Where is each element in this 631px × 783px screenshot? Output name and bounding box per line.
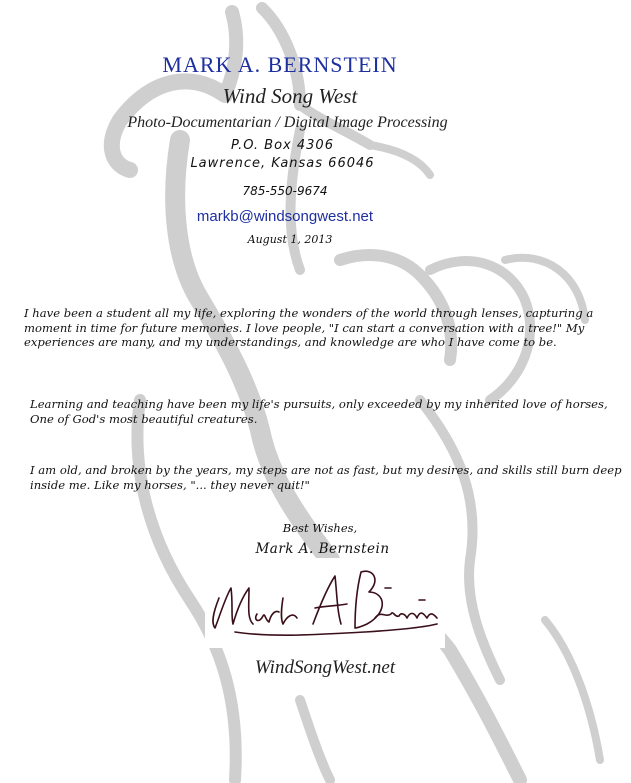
handwritten-signature: [205, 558, 445, 648]
letterhead-company: Wind Song West: [222, 84, 358, 108]
letterhead-name: MARK A. BERNSTEIN: [162, 52, 398, 77]
letterhead-role: Photo-Documentarian / Digital Image Processing: [127, 114, 448, 131]
letterhead-po-box: P.O. Box 4306: [231, 138, 334, 153]
website-link[interactable]: WindSongWest.net: [254, 657, 396, 678]
letterhead-email-link[interactable]: markb@windsongwest.net: [196, 208, 374, 225]
letterhead-phone: 785-550-9674: [242, 184, 328, 198]
letterhead-city: Lawrence, Kansas 66046: [190, 156, 375, 171]
closing-salutation: Best Wishes,: [282, 521, 358, 535]
letter-date: August 1, 2013: [247, 233, 333, 246]
body-paragraph: I have been a student all my life, exploring the wonders of the world through lenses, capturing a moment in time for future memories. I love people, "I can start a conversation with a tree!" My experiences are many, and my understandings, and knowledge are who I have come to be.: [24, 306, 594, 349]
body-paragraph: I am old, and broken by the years, my steps are not as fast, but my desires, and skills still burn deep inside me. Like my horses, "... they never quit!": [30, 463, 622, 492]
signer-name: Mark A. Bernstein: [255, 541, 390, 557]
body-paragraph: Learning and teaching have been my life's pursuits, only exceeded by my inherited love of horses, One of God's most beautiful creatures.: [30, 397, 608, 426]
